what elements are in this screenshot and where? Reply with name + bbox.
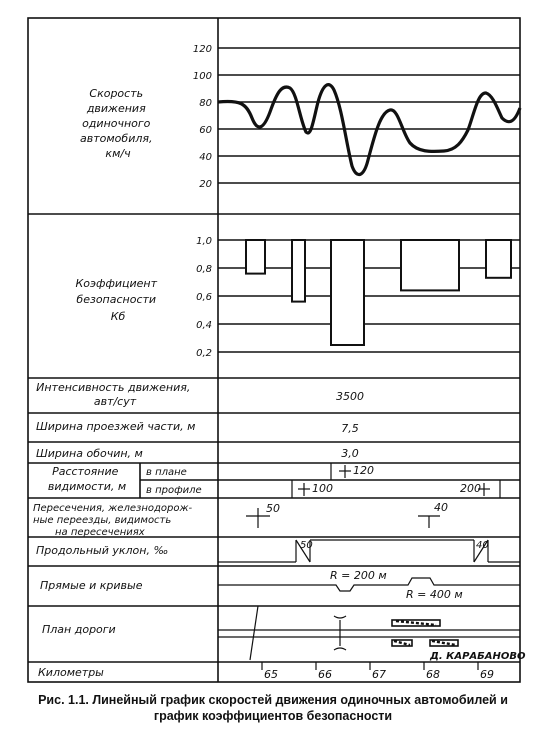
coef-bar [331,240,364,345]
speed-tick: 60 [199,125,212,136]
curves-section [40,569,520,601]
crossing-value: 50 [266,502,280,515]
visibility-profile-value: 100 [312,482,333,495]
coef-label: Коэффициент безопасности Кб [75,277,158,323]
visibility-profile-label: в профиле [146,485,202,496]
coef-bar [246,240,265,274]
plan-section [42,606,526,662]
coef-bar [486,240,511,278]
curve-radius: R = 200 м [330,569,387,582]
grade-value: 40 [476,540,489,551]
coef-tick: 0,4 [196,320,212,331]
figure-caption [0,692,546,724]
km-value: 69 [480,668,494,681]
coef-tick: 1,0 [196,236,212,247]
grade-section [36,540,520,562]
speed-section [80,44,520,190]
crossings-section [33,501,448,538]
shoulder-label: Ширина обочин, м [36,447,143,460]
caption-line: график коэффициентов безопасности [153,709,393,723]
carriage-label: Ширина проезжей части, м [36,420,196,433]
plan-village: Д. КАРАБАНОВО [430,651,526,662]
coef-tick: 0,8 [196,264,212,275]
coef-tick: 0,2 [196,348,212,359]
visibility-plan-value: 120 [353,464,374,477]
curve-radius: R = 400 м [406,588,463,601]
intensity-value: 3500 [336,390,364,403]
crossings-label: Пересечения, железнодорож- ные переезды, видимость на пересечениях [33,503,193,538]
grade-label: Продольный уклон, ‰ [36,544,169,557]
carriage-value: 7,5 [341,422,359,435]
speed-label: Скорость движения одиночного автомобиля, км/ч [80,87,153,160]
coef-bar [292,240,305,302]
curves-label: Прямые и кривые [40,579,143,592]
speed-tick: 100 [192,71,212,82]
km-section [38,662,494,681]
km-label: Километры [38,666,104,679]
speed-tick: 120 [192,44,212,55]
speed-tick: 20 [199,179,212,190]
speed-tick: 80 [199,98,212,109]
grade-value: 50 [300,540,313,551]
coef-tick: 0,6 [196,292,212,303]
visibility-label: Расстояние видимости, м [47,465,127,493]
plan-bridge [334,616,346,650]
visibility-section [48,463,520,498]
crossing-value: 40 [434,501,448,514]
plan-label: План дороги [42,623,116,636]
speed-tick: 40 [199,152,212,163]
coef-bar [401,240,459,290]
speed-axis-ticks [193,44,212,190]
coef-section [75,236,520,359]
shoulder-value: 3,0 [341,447,359,460]
km-value: 65 [264,668,278,681]
km-value: 67 [372,668,386,681]
plan-crossroad [250,606,258,660]
visibility-profile-value: 200 [460,482,481,495]
km-value: 68 [426,668,440,681]
visibility-plan-label: в плане [146,467,187,478]
coef-axis-ticks [196,236,212,359]
coef-bars [246,240,511,345]
speed-gridlines [218,48,520,183]
km-value: 66 [318,668,332,681]
caption-line: Рис. 1.1. Линейный график скоростей движения одиночных автомобилей и [38,693,508,707]
intensity-label: Интенсивность движения, авт/сут [36,381,191,408]
